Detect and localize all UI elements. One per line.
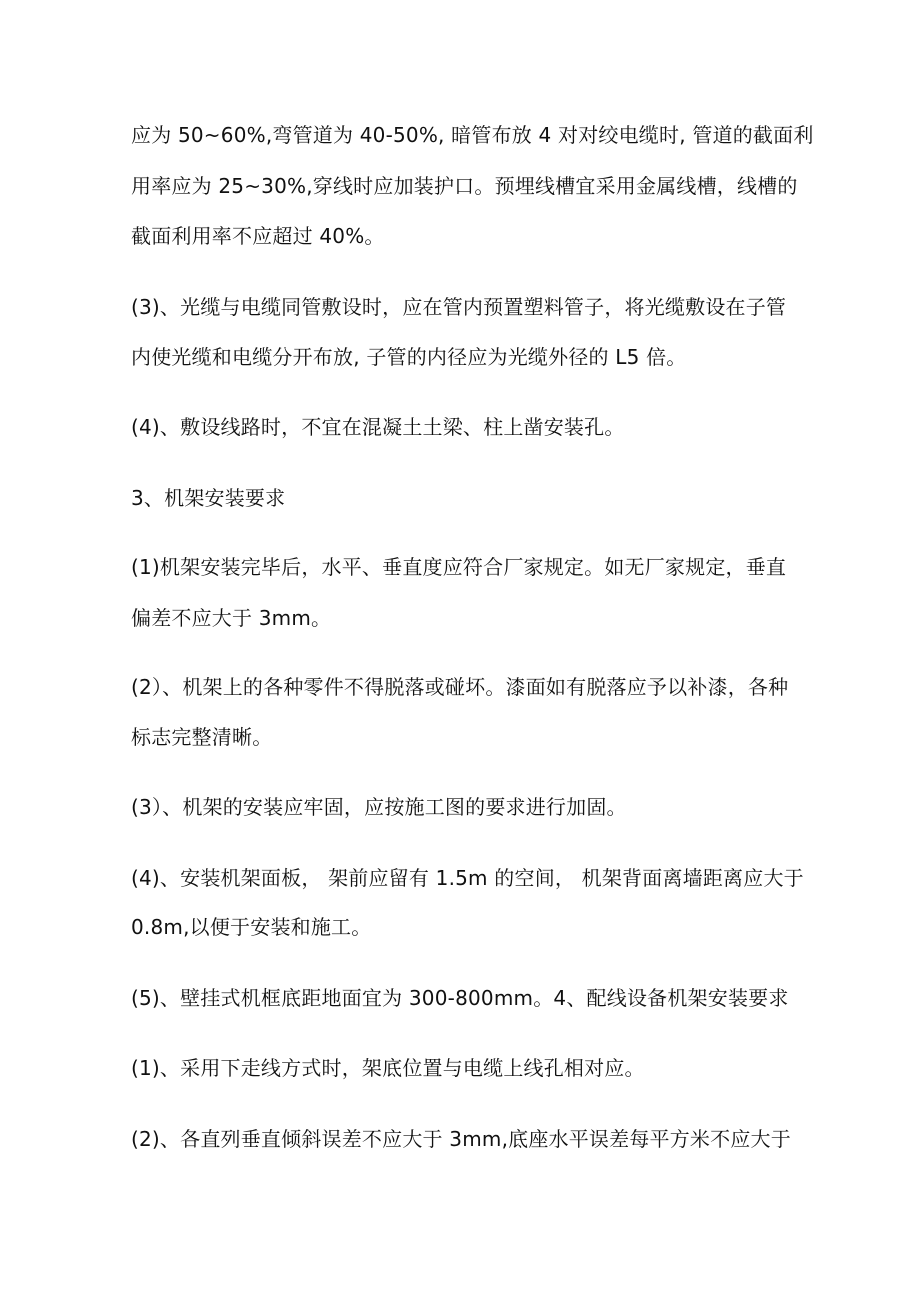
- text-line: 内使光缆和电缆分开布放, 子管的内径应为光缆外径的 L5 倍。: [131, 345, 687, 369]
- text-line: (2）、机架上的各种零件不得脱落或碰坏。漆面如有脱落应予以补漆，各种: [131, 675, 789, 699]
- text-line: 标志完整清晰。: [131, 725, 273, 749]
- text-line: 应为 50~60%,弯管道为 40-50%, 暗管布放 4 对对绞电缆时, 管道的截面利: [131, 123, 814, 147]
- text-line: (3）、机架的安装应牢固，应按施工图的要求进行加固。: [131, 795, 627, 819]
- text-line: (5)、壁挂式机框底距地面宜为 300-800mm。4、配线设备机架安装要求: [131, 986, 789, 1010]
- text-line: 偏差不应大于 3mm。: [131, 606, 332, 630]
- text-line: 用率应为 25~30%,穿线时应加装护口。预埋线槽宜采用金属线槽，线槽的: [131, 174, 798, 198]
- text-line: (1)、采用下走线方式时，架底位置与电缆上线孔相对应。: [131, 1056, 645, 1080]
- text-line: (1)机架安装完毕后，水平、垂直度应符合厂家规定。如无厂家规定，垂直: [131, 555, 787, 579]
- text-line: (2)、各直列垂直倾斜误差不应大于 3mm,底座水平误差每平方米不应大于: [131, 1127, 791, 1151]
- text-line: (4)、安装机架面板， 架前应留有 1.5m 的空间， 机架背面离墙距离应大于: [131, 866, 804, 890]
- text-line: 截面利用率不应超过 40%。: [131, 224, 385, 248]
- text-line: (3)、光缆与电缆同管敷设时，应在管内预置塑料管子，将光缆敷设在子管: [131, 295, 787, 319]
- text-line: 0.8m,以便于安装和施工。: [131, 915, 372, 939]
- section-heading: 3、机架安装要求: [131, 486, 286, 510]
- text-line: (4)、敷设线路时，不宜在混凝土土梁、柱上凿安装孔。: [131, 415, 625, 439]
